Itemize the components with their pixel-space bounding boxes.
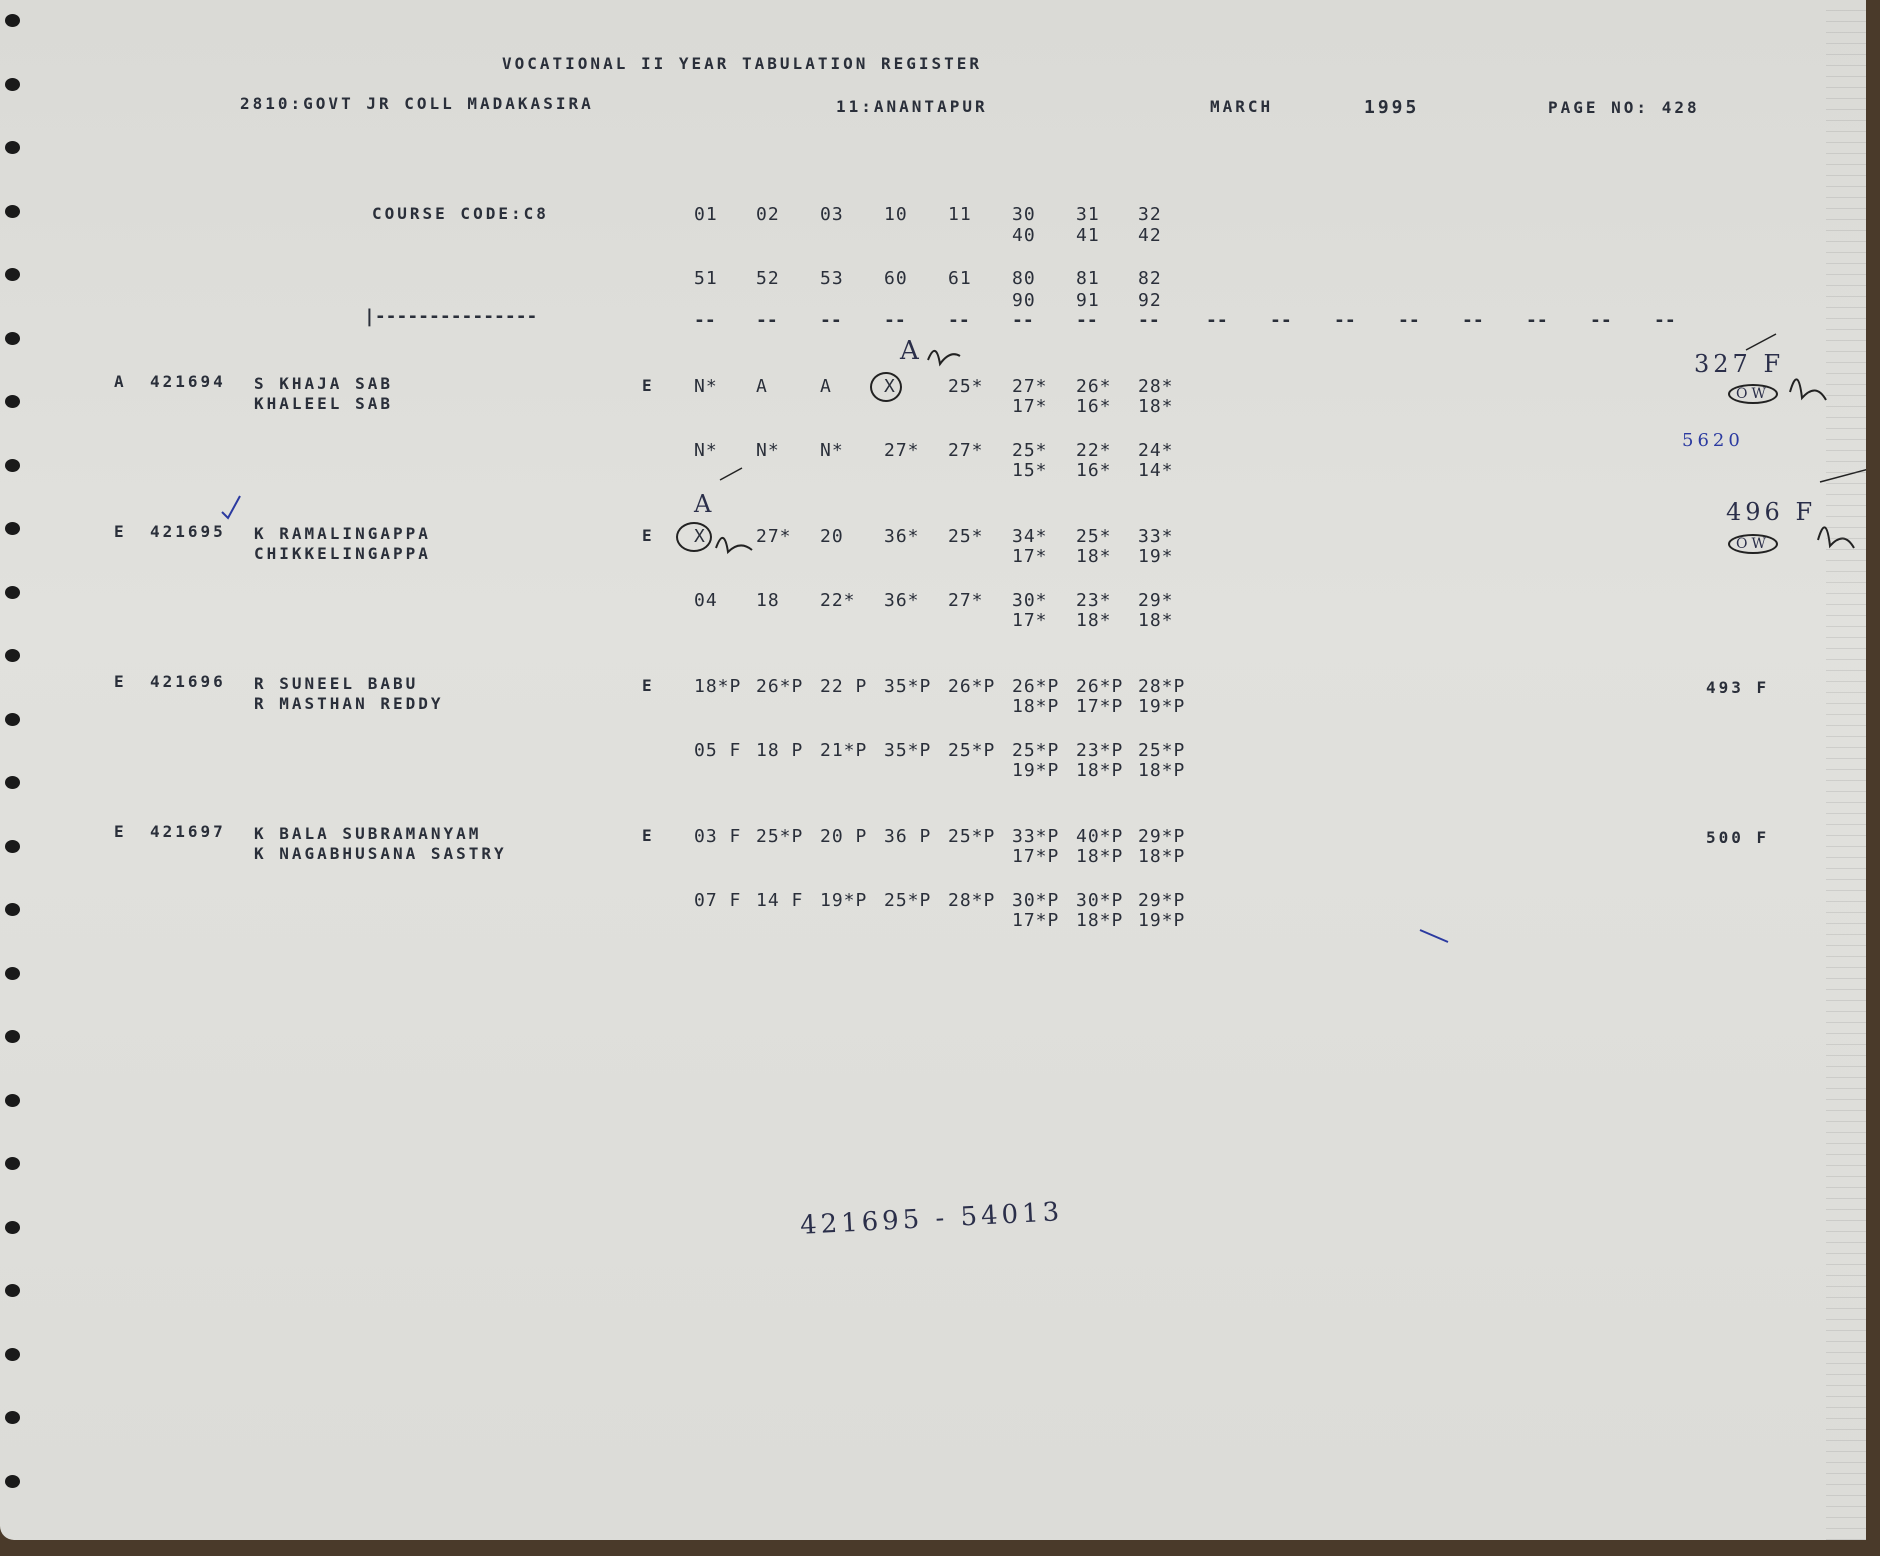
column-dash: -- (1270, 310, 1292, 331)
binder-hole (5, 840, 20, 853)
binder-hole (5, 1348, 20, 1361)
handwritten-ow-1: OW (1728, 384, 1778, 404)
grid-cell: 30 (1012, 204, 1036, 225)
student-name: R SUNEEL BABU (254, 674, 419, 693)
handwritten-note-a: A (900, 336, 923, 366)
grid-cell: 18 P (756, 740, 804, 761)
grid-cell: 25*P (948, 826, 996, 847)
grid-cell: 17* (1012, 610, 1048, 631)
binder-hole (5, 1411, 20, 1424)
binder-hole (5, 967, 20, 980)
grid-cell: 21*P (820, 740, 868, 761)
grid-cell: N* (694, 440, 718, 461)
grid-cell: 36* (884, 526, 920, 547)
grid-cell: 19*P (1012, 760, 1060, 781)
column-dash: -- (820, 310, 842, 331)
circled-x-mark (870, 372, 902, 402)
grid-cell: 52 (756, 268, 780, 289)
grid-cell: 28* (1138, 376, 1174, 397)
grid-cell: 51 (694, 268, 718, 289)
column-dash: -- (1138, 310, 1160, 331)
column-dash: -- (1398, 310, 1420, 331)
grid-cell: 53 (820, 268, 844, 289)
grid-cell: 25*P (1138, 740, 1186, 761)
grid-cell: 61 (948, 268, 972, 289)
grid-cell: 15* (1012, 460, 1048, 481)
grid-cell: 33*P (1012, 826, 1060, 847)
student-name: S KHAJA SAB (254, 374, 393, 393)
exam-type-marker: E (642, 826, 655, 845)
guardian-name: CHIKKELINGAPPA (254, 544, 431, 563)
grid-cell: 23*P (1076, 740, 1124, 761)
grid-cell: 26*P (1012, 676, 1060, 697)
grid-cell: 60 (884, 268, 908, 289)
grid-cell: 91 (1076, 290, 1100, 311)
exam-type-marker: E (642, 376, 655, 395)
handwritten-note-a-2: A (694, 490, 716, 518)
grid-cell: 35*P (884, 676, 932, 697)
grid-cell: 18*P (1076, 846, 1124, 867)
binder-hole (5, 205, 20, 218)
exam-year: 1995 (1364, 97, 1420, 118)
total-marks: 500 F (1706, 828, 1770, 847)
grid-cell: 42 (1138, 225, 1162, 246)
column-dash: -- (1012, 310, 1034, 331)
grid-cell: 19*P (1138, 910, 1186, 931)
ink-tick (1820, 466, 1866, 482)
grid-cell: 25*P (884, 890, 932, 911)
student-id: 421696 (150, 672, 226, 691)
grid-cell: 10 (884, 204, 908, 225)
grid-cell: 25*P (756, 826, 804, 847)
grid-cell: 14* (1138, 460, 1174, 481)
total-marks: 493 F (1706, 678, 1770, 697)
grid-cell: 25* (1012, 440, 1048, 461)
ink-tick-3 (720, 468, 742, 480)
binder-hole (5, 1030, 20, 1043)
grid-cell: 01 (694, 204, 718, 225)
student-category: E (114, 672, 127, 691)
student-category: E (114, 522, 127, 541)
student-id: 421695 (150, 522, 226, 541)
grid-cell: A (756, 376, 768, 397)
column-dash: -- (1076, 310, 1098, 331)
handwritten-total-1: 327 F (1694, 350, 1785, 378)
separator-line: |--------------- (364, 306, 538, 327)
grid-cell: 17* (1012, 396, 1048, 417)
grid-cell: 27* (948, 440, 984, 461)
grid-cell: 25* (948, 526, 984, 547)
grid-cell: X (884, 376, 896, 397)
grid-cell: 40 (1012, 225, 1036, 246)
grid-cell: 03 F (694, 826, 742, 847)
column-dash: -- (1654, 310, 1676, 331)
grid-cell: 40*P (1076, 826, 1124, 847)
check-mark (222, 496, 240, 518)
binder-hole (5, 776, 20, 789)
student-name: K BALA SUBRAMANYAM (254, 824, 482, 843)
grid-cell: 31 (1076, 204, 1100, 225)
grid-cell: 28*P (1138, 676, 1186, 697)
guardian-name: K NAGABHUSANA SASTRY (254, 844, 507, 863)
exam-type-marker: E (642, 526, 655, 545)
grid-cell: 41 (1076, 225, 1100, 246)
grid-cell: 03 (820, 204, 844, 225)
grid-cell: N* (694, 376, 718, 397)
binder-hole (5, 649, 20, 662)
grid-cell: 26*P (948, 676, 996, 697)
binder-hole (5, 1284, 20, 1297)
grid-cell: 36* (884, 590, 920, 611)
grid-cell: 18* (1138, 610, 1174, 631)
binder-hole (5, 14, 20, 27)
grid-cell: 28*P (948, 890, 996, 911)
grid-cell: 30*P (1012, 890, 1060, 911)
grid-cell: 25*P (1012, 740, 1060, 761)
binder-hole (5, 395, 20, 408)
grid-cell: A (820, 376, 832, 397)
register-title: VOCATIONAL II YEAR TABULATION REGISTER (502, 54, 983, 73)
guardian-name: R MASTHAN REDDY (254, 694, 444, 713)
grid-cell: 18*P (694, 676, 742, 697)
column-dash: -- (1526, 310, 1548, 331)
grid-cell: 81 (1076, 268, 1100, 289)
binder-hole (5, 459, 20, 472)
binder-hole (5, 78, 20, 91)
grid-cell: 90 (1012, 290, 1036, 311)
grid-cell: 22* (820, 590, 856, 611)
binder-hole (5, 903, 20, 916)
grid-cell: 36 P (884, 826, 932, 847)
column-dash: -- (884, 310, 906, 331)
course-code: COURSE CODE:C8 (372, 204, 549, 223)
district-name: 11:ANANTAPUR (836, 97, 988, 116)
signature-mark-4 (1818, 527, 1854, 548)
signature-mark-1 (928, 351, 960, 364)
grid-cell: 20 (820, 526, 844, 547)
page-number: PAGE NO: 428 (1548, 98, 1700, 117)
grid-cell: 17*P (1012, 846, 1060, 867)
binder-hole (5, 713, 20, 726)
grid-cell: 17*P (1012, 910, 1060, 931)
grid-cell: 18*P (1076, 760, 1124, 781)
binder-hole (5, 522, 20, 535)
grid-cell: 04 (694, 590, 718, 611)
guardian-name: KHALEEL SAB (254, 394, 393, 413)
grid-cell: 29*P (1138, 826, 1186, 847)
handwritten-note-5620: 5620 (1682, 430, 1744, 451)
binder-hole (5, 586, 20, 599)
grid-cell: 27* (756, 526, 792, 547)
grid-cell: 26* (1076, 376, 1112, 397)
grid-cell: 19*P (1138, 696, 1186, 717)
grid-cell: 35*P (884, 740, 932, 761)
grid-cell: 29*P (1138, 890, 1186, 911)
signature-mark-3 (1790, 379, 1826, 400)
grid-cell: 17*P (1076, 696, 1124, 717)
handwritten-footer-number: 421695 - 54013 (799, 1197, 1064, 1241)
grid-cell: 18*P (1138, 846, 1186, 867)
grid-cell: 05 F (694, 740, 742, 761)
grid-cell: 16* (1076, 396, 1112, 417)
grid-cell: N* (756, 440, 780, 461)
grid-cell: 24* (1138, 440, 1174, 461)
grid-cell: 27* (1012, 376, 1048, 397)
exam-month: MARCH (1210, 97, 1274, 116)
grid-cell: 27* (948, 590, 984, 611)
student-id: 421697 (150, 822, 226, 841)
grid-cell: 22* (1076, 440, 1112, 461)
column-dash: -- (1590, 310, 1612, 331)
column-dash: -- (756, 310, 778, 331)
grid-cell: 30*P (1076, 890, 1124, 911)
grid-cell: 32 (1138, 204, 1162, 225)
exam-type-marker: E (642, 676, 655, 695)
binder-hole (5, 1475, 20, 1488)
handwritten-total-2: 496 F (1726, 498, 1817, 526)
grid-cell: 92 (1138, 290, 1162, 311)
college-name: 2810:GOVT JR COLL MADAKASIRA (240, 94, 594, 113)
grid-cell: X (694, 526, 706, 547)
circled-x-mark-2 (676, 522, 712, 552)
grid-cell: 02 (756, 204, 780, 225)
grid-cell: 18* (1076, 610, 1112, 631)
grid-cell: 33* (1138, 526, 1174, 547)
student-name: K RAMALINGAPPA (254, 524, 431, 543)
grid-cell: 82 (1138, 268, 1162, 289)
grid-cell: 23* (1076, 590, 1112, 611)
grid-cell: 18*P (1076, 910, 1124, 931)
student-category: A (114, 372, 127, 391)
grid-cell: 18* (1076, 546, 1112, 567)
binder-hole (5, 1221, 20, 1234)
grid-cell: 20 P (820, 826, 868, 847)
binder-hole (5, 1157, 20, 1170)
binder-hole (5, 332, 20, 345)
grid-cell: 25* (1076, 526, 1112, 547)
student-id: 421694 (150, 372, 226, 391)
blue-stroke (1420, 930, 1448, 942)
grid-cell: 18 (756, 590, 780, 611)
grid-cell: 16* (1076, 460, 1112, 481)
grid-cell: 80 (1012, 268, 1036, 289)
grid-cell: 25* (948, 376, 984, 397)
column-dash: -- (948, 310, 970, 331)
column-dash: -- (1334, 310, 1356, 331)
handwritten-ow-2: OW (1728, 534, 1778, 554)
grid-cell: 18*P (1012, 696, 1060, 717)
grid-cell: 11 (948, 204, 972, 225)
grid-cell: 29* (1138, 590, 1174, 611)
ink-tick-2 (1746, 334, 1776, 350)
binder-hole (5, 1094, 20, 1107)
grid-cell: 26*P (1076, 676, 1124, 697)
grid-cell: 14 F (756, 890, 804, 911)
grid-cell: 19* (1138, 546, 1174, 567)
grid-cell: 07 F (694, 890, 742, 911)
grid-cell: 19*P (820, 890, 868, 911)
grid-cell: 30* (1012, 590, 1048, 611)
column-dash: -- (694, 310, 716, 331)
binder-hole (5, 141, 20, 154)
column-dash: -- (1462, 310, 1484, 331)
grid-cell: 27* (884, 440, 920, 461)
student-category: E (114, 822, 127, 841)
grid-cell: 18* (1138, 396, 1174, 417)
grid-cell: 17* (1012, 546, 1048, 567)
grid-cell: 22 P (820, 676, 868, 697)
binder-hole (5, 268, 20, 281)
grid-cell: 34* (1012, 526, 1048, 547)
grid-cell: 18*P (1138, 760, 1186, 781)
grid-cell: N* (820, 440, 844, 461)
grid-cell: 25*P (948, 740, 996, 761)
grid-cell: 26*P (756, 676, 804, 697)
column-dash: -- (1206, 310, 1228, 331)
